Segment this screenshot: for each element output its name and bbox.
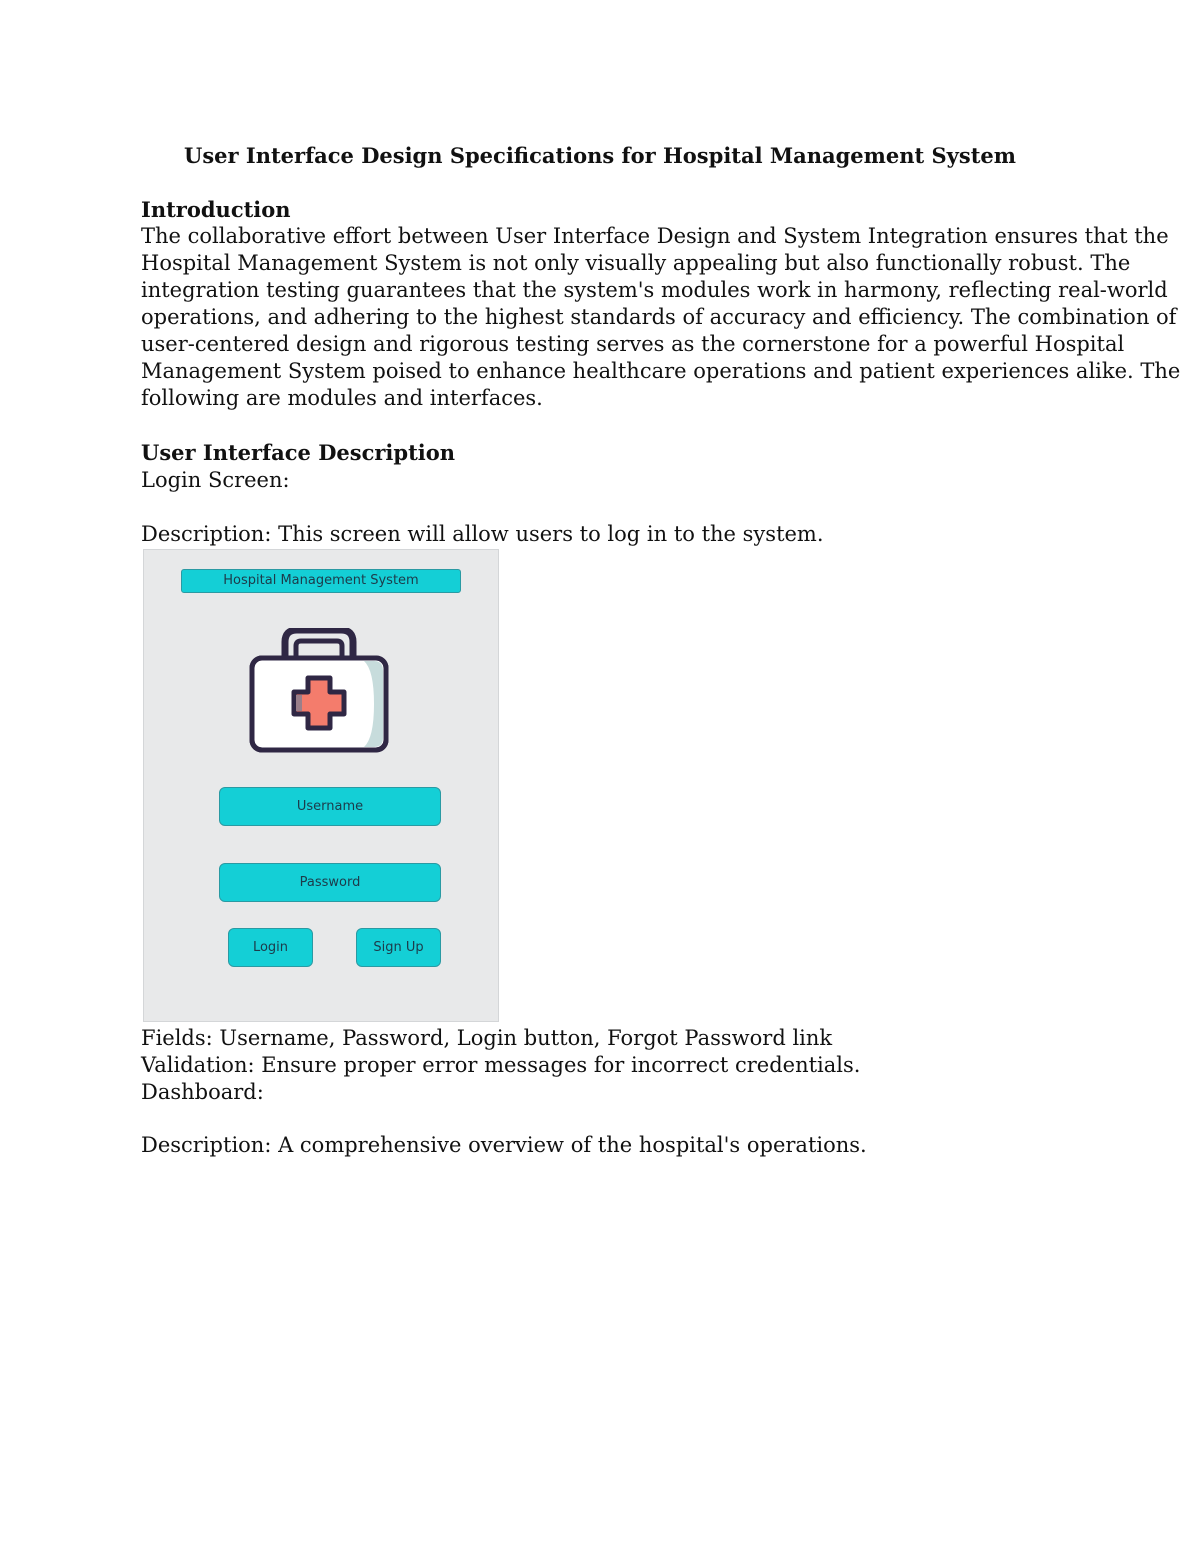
login-description <box>141 521 1061 548</box>
paragraph-line: user-centered design and rigorous testing serves as the cornerstone for a powerful Hospital <box>141 332 1125 356</box>
introduction-paragraph <box>141 223 1181 412</box>
signup-button[interactable]: Sign Up <box>356 928 441 967</box>
paragraph-line: operations, and adhering to the highest standards of accuracy and efficiency. The combination of <box>141 305 1177 329</box>
paragraph-line: following are modules and interfaces. <box>141 386 543 410</box>
introduction-heading: Introduction <box>141 197 291 222</box>
ui-description-heading: User Interface Description <box>141 440 456 465</box>
dashboard-label: Dashboard: <box>141 1080 264 1104</box>
login-screen-text: Login Screen: <box>141 468 290 492</box>
mockup-title-bar: Hospital Management System <box>181 569 461 593</box>
medical-kit-icon <box>248 628 390 754</box>
paragraph-line: Management System poised to enhance healthcare operations and patient experiences alike. The <box>141 359 1181 383</box>
validation-line: Validation: Ensure proper error messages for incorrect credentials. <box>141 1053 861 1077</box>
fields-and-validation <box>141 1025 1061 1106</box>
login-screen-mockup <box>143 549 499 1022</box>
username-field[interactable]: Username <box>219 787 441 826</box>
paragraph-line: integration testing guarantees that the system's modules work in harmony, reflecting real-world <box>141 278 1168 302</box>
login-description-text: Description: This screen will allow users to log in to the system. <box>141 522 824 546</box>
dashboard-description-text: Description: A comprehensive overview of the hospital's operations. <box>141 1133 867 1157</box>
document-title: User Interface Design Specifications for Hospital Management System <box>184 143 1016 168</box>
password-field[interactable]: Password <box>219 863 441 902</box>
login-screen-label <box>141 467 1061 494</box>
fields-line: Fields: Username, Password, Login button, Forgot Password link <box>141 1026 833 1050</box>
dashboard-description <box>141 1132 1061 1159</box>
paragraph-line: Hospital Management System is not only visually appealing but also functionally robust. The <box>141 251 1131 275</box>
login-button[interactable]: Login <box>228 928 313 967</box>
paragraph-line: The collaborative effort between User Interface Design and System Integration ensures that the <box>141 224 1169 248</box>
